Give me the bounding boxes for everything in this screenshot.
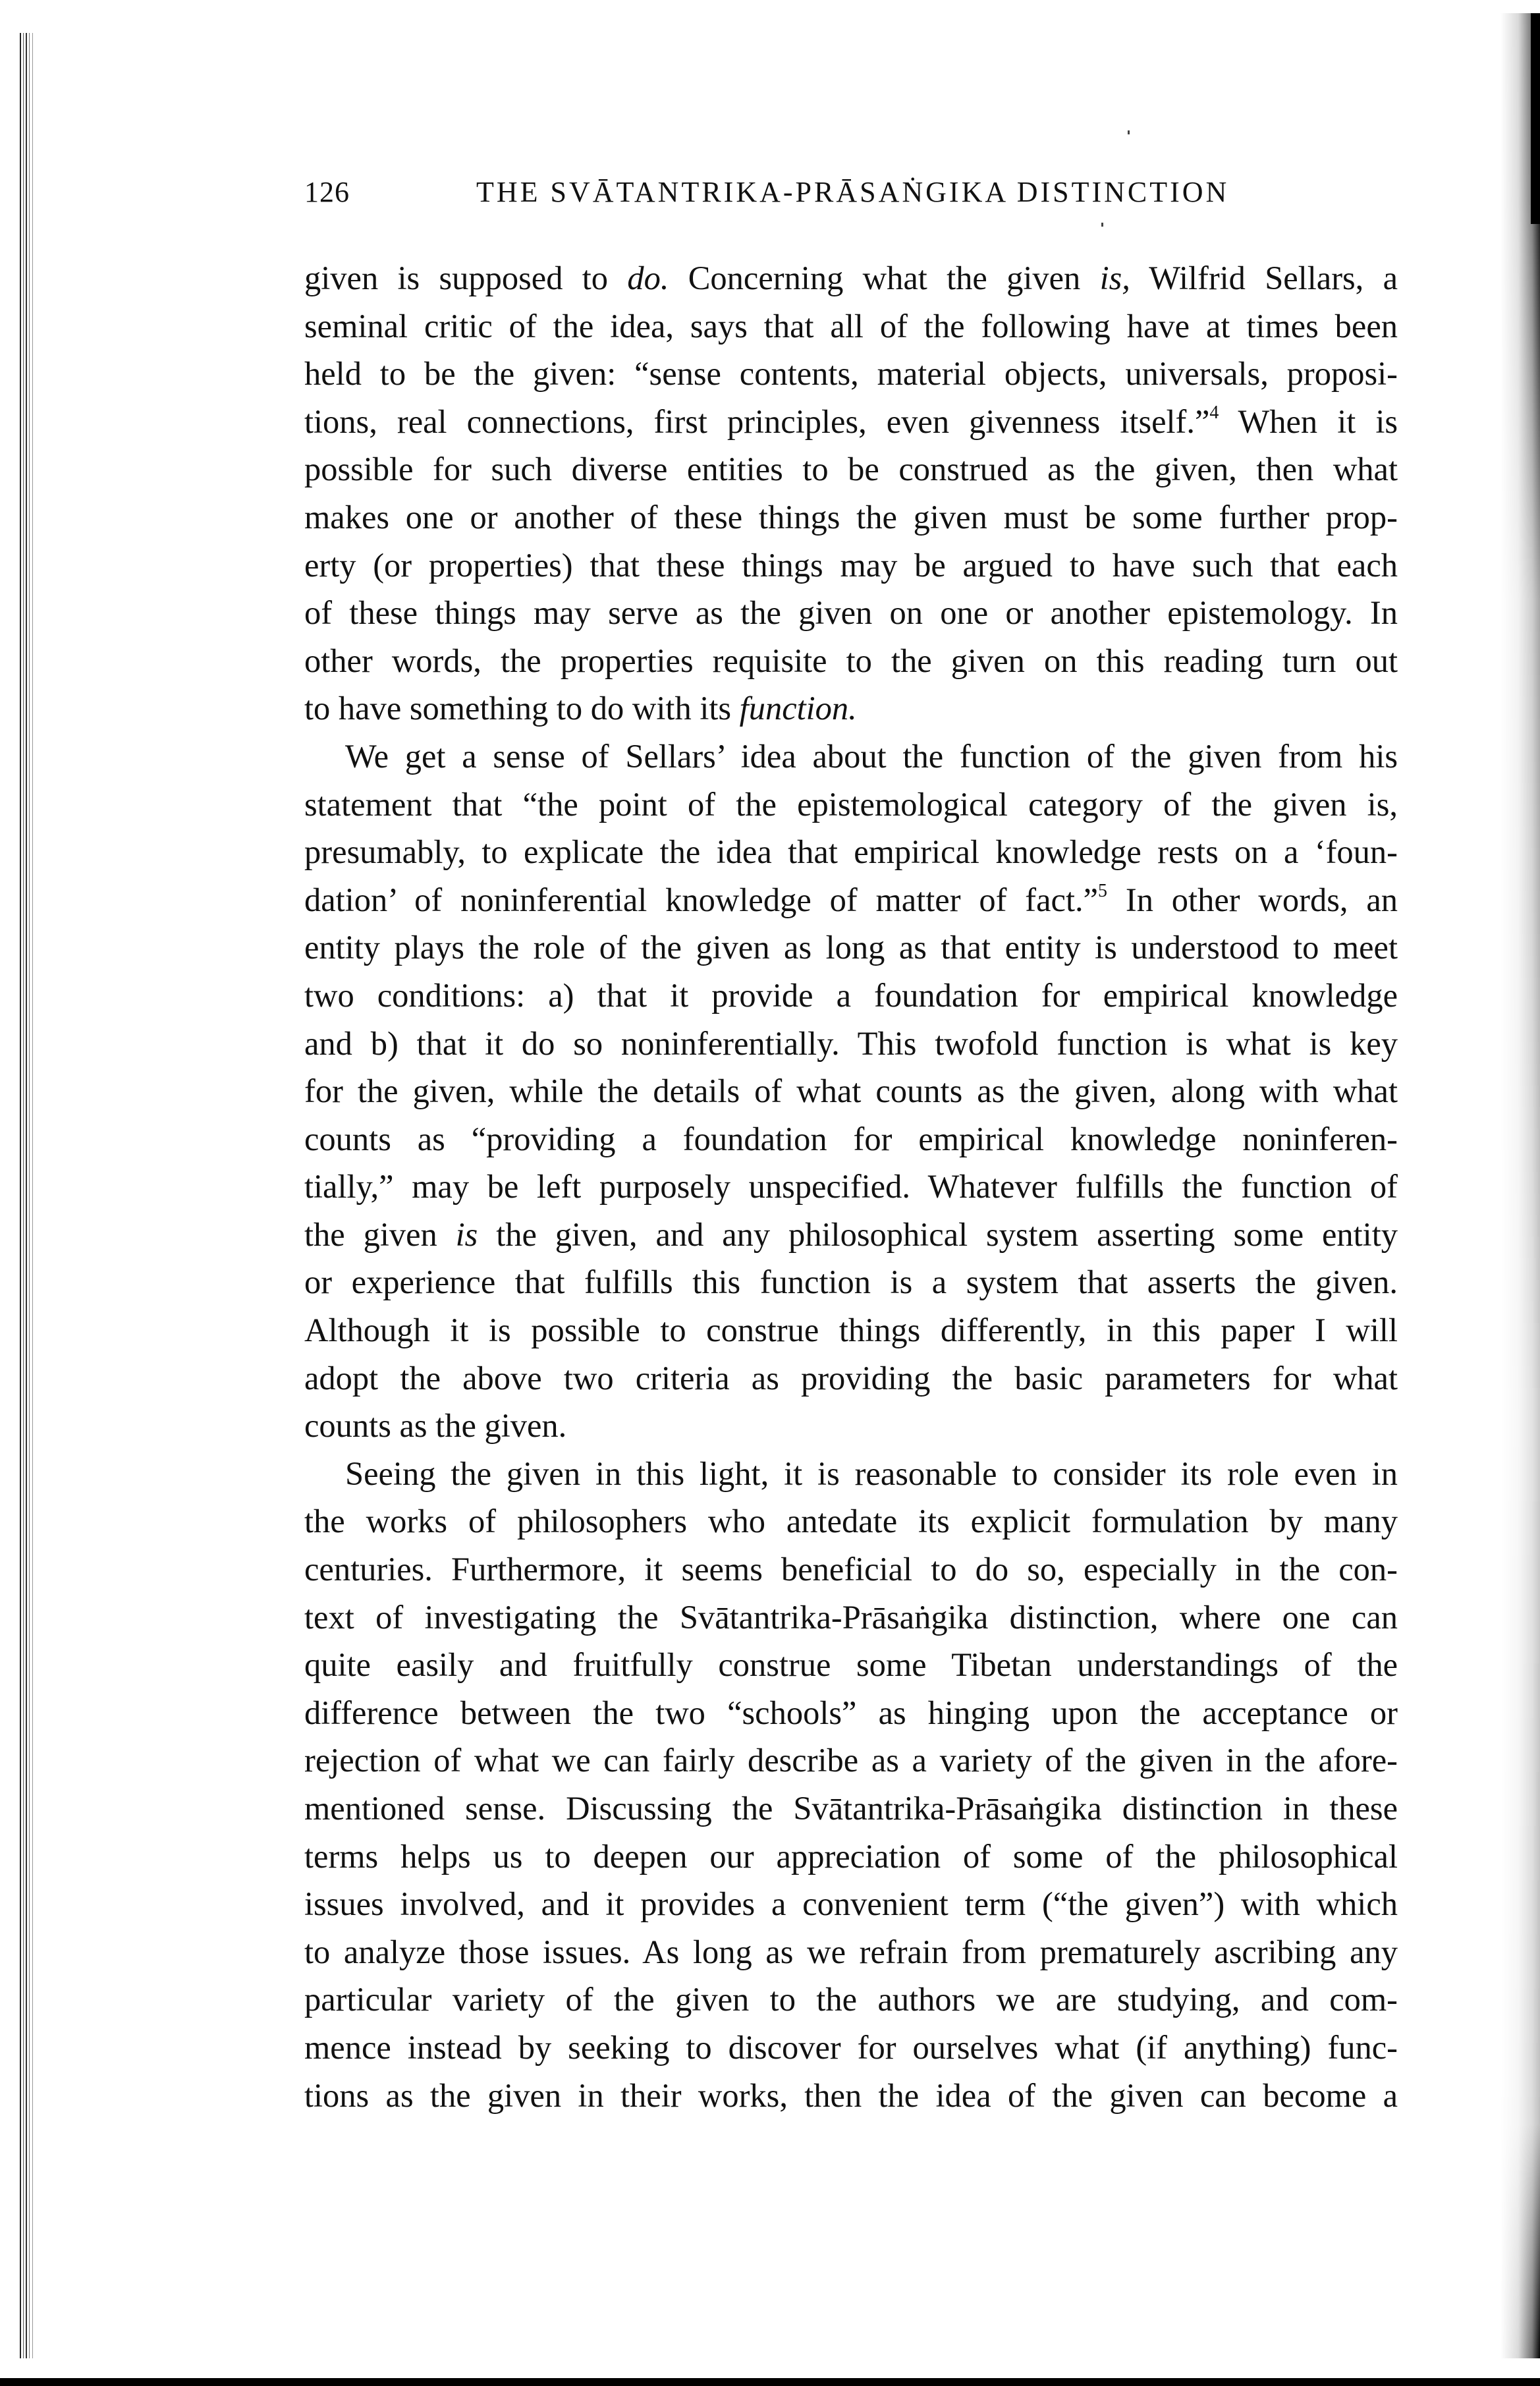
text-line <box>304 2072 1398 2120</box>
text-run: particular variety of the given to the authors we are studying, and com- <box>304 1981 1398 2018</box>
text-run: rejection of what we can fairly describe as a variety of the given in the afore- <box>304 1742 1398 1779</box>
text-line <box>304 1067 1398 1115</box>
text-run: quite easily and fruitfully construe some Tibetan understandings of the <box>304 1646 1398 1684</box>
text-line <box>304 2024 1398 2072</box>
text-run: tions as the given in their works, then the idea of the given can become a <box>304 2076 1398 2114</box>
text-line <box>304 1211 1398 1259</box>
text-line <box>304 1354 1398 1402</box>
text-run: presumably, to explicate the idea that empirical knowledge rests on a ‘foun- <box>304 833 1398 871</box>
text-line <box>304 589 1398 637</box>
text-line <box>304 1594 1398 1642</box>
text-run: seminal critic of the idea, says that all of the following have at times been <box>304 307 1398 345</box>
text-run: issues involved, and it provides a convenient term (“the given”) with which <box>304 1885 1398 1923</box>
italic-text: function. <box>739 690 857 727</box>
text-run: to analyze those issues. As long as we refrain from prematurely ascribing any <box>304 1933 1398 1970</box>
text-line <box>304 876 1398 924</box>
italic-text: is, <box>1099 260 1130 296</box>
text-run: makes one or another of these things the given must be some further prop- <box>304 498 1398 536</box>
text-line <box>304 1115 1398 1163</box>
paragraph <box>304 733 1398 1450</box>
text-run: dation’ of noninferential knowledge of matter of fact.” <box>304 881 1099 918</box>
text-run: the works of philosophers who antedate its explicit formulation by many <box>304 1503 1398 1540</box>
text-line <box>304 445 1398 493</box>
scan-speck <box>1128 130 1130 134</box>
text-run: other words, the properties requisite to the given on this reading turn out <box>304 642 1398 679</box>
text-run: given is supposed to <box>304 260 628 296</box>
text-line <box>304 493 1398 541</box>
text-line <box>304 302 1398 350</box>
paragraph <box>304 1450 1398 2119</box>
text-line <box>304 1163 1398 1211</box>
text-run: to have something to do with its <box>304 690 740 727</box>
scan-bottom-border <box>0 2378 1540 2386</box>
text-line <box>304 1689 1398 1737</box>
text-line <box>304 1450 1398 1498</box>
text-run: the given <box>304 1215 456 1253</box>
text-run: possible for such diverse entities to be construed as the given, then what <box>304 451 1398 488</box>
text-run: tially,” may be left purposely unspecified. Whatever fulfills the function of <box>304 1168 1398 1206</box>
text-run: Concerning what the given <box>669 260 1100 296</box>
text-line <box>304 398 1398 446</box>
footnote-ref: 4 <box>1209 402 1219 423</box>
text-line <box>304 1976 1398 2024</box>
text-run: of these things may serve as the given on one or another epistemology. In <box>304 594 1398 632</box>
text-line <box>304 1306 1398 1354</box>
text-run: tions, real connections, first principles, even givenness itself.” <box>304 402 1210 440</box>
text-run: We get a sense of Sellars’ idea about the function of the given from his <box>345 737 1398 775</box>
page-number: 126 <box>304 176 350 208</box>
text-line <box>304 1880 1398 1928</box>
text-line <box>304 1545 1398 1594</box>
text-line <box>304 924 1398 972</box>
italic-text: do. <box>627 260 669 296</box>
scan-page-edge <box>1531 13 1540 224</box>
text-line <box>304 1641 1398 1689</box>
running-title: THE SVĀTANTRIKA-PRĀSAṄGIKA DISTINCTION <box>476 176 1230 208</box>
text-run: counts as “providing a foundation for empirical knowledge noninferen- <box>304 1120 1398 1157</box>
text-run: two conditions: a) that it provide a foundation for empirical knowledge <box>304 976 1398 1014</box>
text-line <box>304 1785 1398 1833</box>
text-line <box>304 781 1398 829</box>
text-run: counts as the given. <box>304 1407 567 1445</box>
text-line <box>304 684 1398 733</box>
text-run: for the given, while the details of what counts as the given, along with what <box>304 1072 1398 1110</box>
text-run: text of investigating the Svātantrika-Prāsaṅgika distinction, where one can <box>304 1598 1398 1636</box>
italic-text: is <box>455 1215 478 1253</box>
text-run: centuries. Furthermore, it seems beneficial to do so, especially in the con- <box>304 1551 1398 1588</box>
paragraph <box>304 254 1398 733</box>
text-line <box>304 733 1398 781</box>
text-run: In other words, an <box>1107 881 1398 918</box>
text-line <box>304 637 1398 685</box>
text-line <box>304 1258 1398 1306</box>
text-run: Seeing the given in this light, it is reasonable to consider its role even in <box>345 1455 1398 1492</box>
text-run: mentioned sense. Discussing the Svātantrika-Prāsaṅgika distinction in these <box>304 1790 1398 1827</box>
text-line <box>304 1020 1398 1068</box>
scan-speck <box>1101 223 1103 227</box>
text-line <box>304 1833 1398 1881</box>
text-line <box>304 972 1398 1020</box>
text-line <box>304 1736 1398 1785</box>
text-run: erty (or properties) that these things may be argued to have such that each <box>304 546 1398 584</box>
text-run: the given, and any philosophical system asserting some entity <box>478 1215 1398 1253</box>
footnote-ref: 5 <box>1098 880 1108 901</box>
text-line <box>304 828 1398 876</box>
scan-page-edge-shadow <box>1500 13 1540 2358</box>
text-run: statement that “the point of the epistemological category of the given is, <box>304 785 1398 823</box>
text-line <box>304 1402 1398 1450</box>
body-text <box>304 254 1398 2119</box>
scan-binding-edge <box>14 33 41 2358</box>
text-run: held to be the given: “sense contents, material objects, universals, proposi- <box>304 355 1398 393</box>
running-head <box>304 173 1398 212</box>
text-run: When it is <box>1219 402 1398 440</box>
text-run: Although it is possible to construe things differently, in this paper I will <box>304 1312 1398 1349</box>
text-line <box>304 1928 1398 1976</box>
text-line <box>304 541 1398 590</box>
text-run: terms helps us to deepen our appreciation of some of the philosophical <box>304 1837 1398 1875</box>
text-run: and b) that it do so noninferentially. This twofold function is what is key <box>304 1024 1398 1062</box>
text-run: adopt the above two criteria as providing the basic parameters for what <box>304 1359 1398 1397</box>
text-line <box>304 254 1398 302</box>
text-run: difference between the two “schools” as hinging upon the acceptance or <box>304 1694 1398 1731</box>
text-run: entity plays the role of the given as long as that entity is understood to meet <box>304 929 1398 966</box>
text-run: Wilfrid Sellars, a <box>1130 260 1398 296</box>
text-run: or experience that fulfills this function is a system that asserts the given. <box>304 1263 1398 1301</box>
text-line <box>304 350 1398 398</box>
text-line <box>304 1497 1398 1545</box>
text-run: mence instead by seeking to discover for ourselves what (if anything) func- <box>304 2028 1398 2066</box>
